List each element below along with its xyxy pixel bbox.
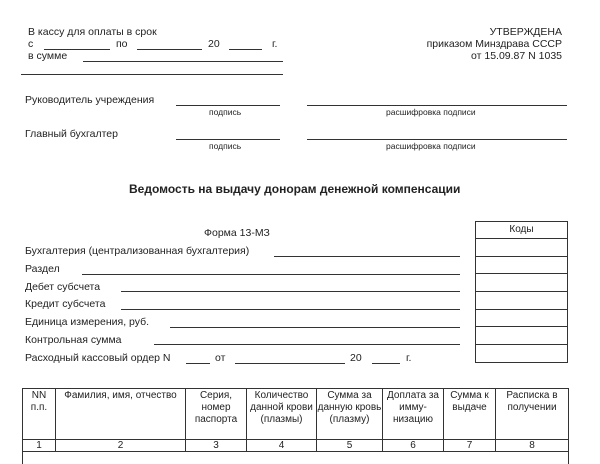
year-field[interactable] bbox=[229, 49, 262, 50]
head-signature-caption: подпись bbox=[209, 107, 242, 117]
column-header-immunization-bonus: Доплата за имму-низацию bbox=[383, 389, 444, 440]
code-cell-accounting[interactable] bbox=[476, 239, 567, 257]
column-number: 4 bbox=[247, 440, 317, 452]
column-header-blood-quantity: Количество данной крови (плазмы) bbox=[247, 389, 317, 440]
column-number: 5 bbox=[317, 440, 383, 452]
table-header-row bbox=[23, 389, 569, 440]
sum-field[interactable] bbox=[83, 61, 283, 62]
field-unit[interactable] bbox=[170, 327, 460, 328]
column-header-passport: Серия, номер паспорта bbox=[186, 389, 247, 440]
column-number-row bbox=[23, 440, 569, 452]
sum-field-continued[interactable] bbox=[21, 74, 283, 75]
head-signature-role: Руководитель учреждения bbox=[25, 94, 155, 106]
code-cell-unit[interactable] bbox=[476, 310, 567, 328]
field-credit[interactable] bbox=[121, 309, 460, 310]
field-label-section: Раздел bbox=[25, 263, 60, 275]
code-cell-section[interactable] bbox=[476, 257, 567, 275]
column-header-full-name: Фамилия, имя, отчество bbox=[56, 389, 186, 440]
field-label-credit: Кредит субсчета bbox=[25, 298, 106, 310]
cash-order-date-field[interactable] bbox=[235, 363, 345, 364]
field-debit[interactable] bbox=[121, 291, 460, 292]
column-number: 8 bbox=[496, 440, 569, 452]
date-from-label: с bbox=[28, 38, 34, 50]
table-empty-row-area[interactable] bbox=[23, 452, 569, 464]
cash-order-year-suffix: г. bbox=[406, 352, 412, 364]
column-header-blood-sum: Сумма за данную кровь (плазму) bbox=[317, 389, 383, 440]
field-label-unit: Единица измерения, руб. bbox=[25, 316, 150, 328]
column-number: 3 bbox=[186, 440, 247, 452]
column-header-receipt: Расписка в получении bbox=[496, 389, 569, 440]
cash-order-label: Расходный кассовый ордер N bbox=[25, 352, 171, 364]
code-cell-cash-order[interactable] bbox=[476, 345, 567, 363]
field-label-checksum: Контрольная сумма bbox=[25, 334, 122, 346]
document-title: Ведомость на выдачу донорам денежной компенсации bbox=[129, 182, 461, 196]
cash-order-year-field[interactable] bbox=[372, 363, 400, 364]
code-cell-credit[interactable] bbox=[476, 292, 567, 310]
sum-label: в сумме bbox=[28, 50, 68, 62]
approved-order-date: от 15.09.87 N 1035 bbox=[471, 50, 562, 62]
field-checksum[interactable] bbox=[154, 344, 460, 345]
field-label-debit: Дебет субсчета bbox=[25, 281, 101, 293]
code-cell-checksum[interactable] bbox=[476, 327, 567, 345]
donor-payment-table bbox=[22, 388, 569, 464]
column-number: 2 bbox=[56, 440, 186, 452]
cash-order-from-label: от bbox=[215, 352, 226, 364]
field-section[interactable] bbox=[82, 274, 460, 275]
codes-header: Коды bbox=[476, 222, 567, 239]
codes-box bbox=[475, 221, 568, 363]
column-header-number: NN п.п. bbox=[23, 389, 56, 440]
date-to-label: по bbox=[116, 38, 128, 50]
approved-label: УТВЕРЖДЕНА bbox=[489, 26, 562, 38]
column-number: 7 bbox=[444, 440, 496, 452]
field-accounting[interactable] bbox=[274, 256, 460, 257]
date-to-field[interactable] bbox=[137, 49, 202, 50]
column-header-payout-sum: Сумма к выдаче bbox=[444, 389, 496, 440]
column-number: 6 bbox=[383, 440, 444, 452]
head-decode-caption: расшифровка подписи bbox=[386, 107, 476, 117]
approved-by-order: приказом Минздрава СССР bbox=[426, 38, 562, 50]
cash-payment-term-label: В кассу для оплаты в срок bbox=[28, 26, 157, 38]
cash-order-year-prefix: 20 bbox=[350, 352, 362, 364]
column-number: 1 bbox=[23, 440, 56, 452]
table-row[interactable] bbox=[23, 452, 569, 464]
year-prefix: 20 bbox=[208, 38, 220, 50]
code-cell-debit[interactable] bbox=[476, 274, 567, 292]
chief-accountant-role: Главный бухгалтер bbox=[25, 128, 118, 140]
chief-accountant-signature-caption: подпись bbox=[209, 141, 242, 151]
form-code: Форма 13-МЗ bbox=[204, 227, 270, 239]
cash-order-number-field[interactable] bbox=[186, 363, 210, 364]
chief-accountant-decode-caption: расшифровка подписи bbox=[386, 141, 476, 151]
year-suffix: г. bbox=[272, 38, 278, 50]
field-label-accounting: Бухгалтерия (централизованная бухгалтерия) bbox=[25, 245, 250, 257]
